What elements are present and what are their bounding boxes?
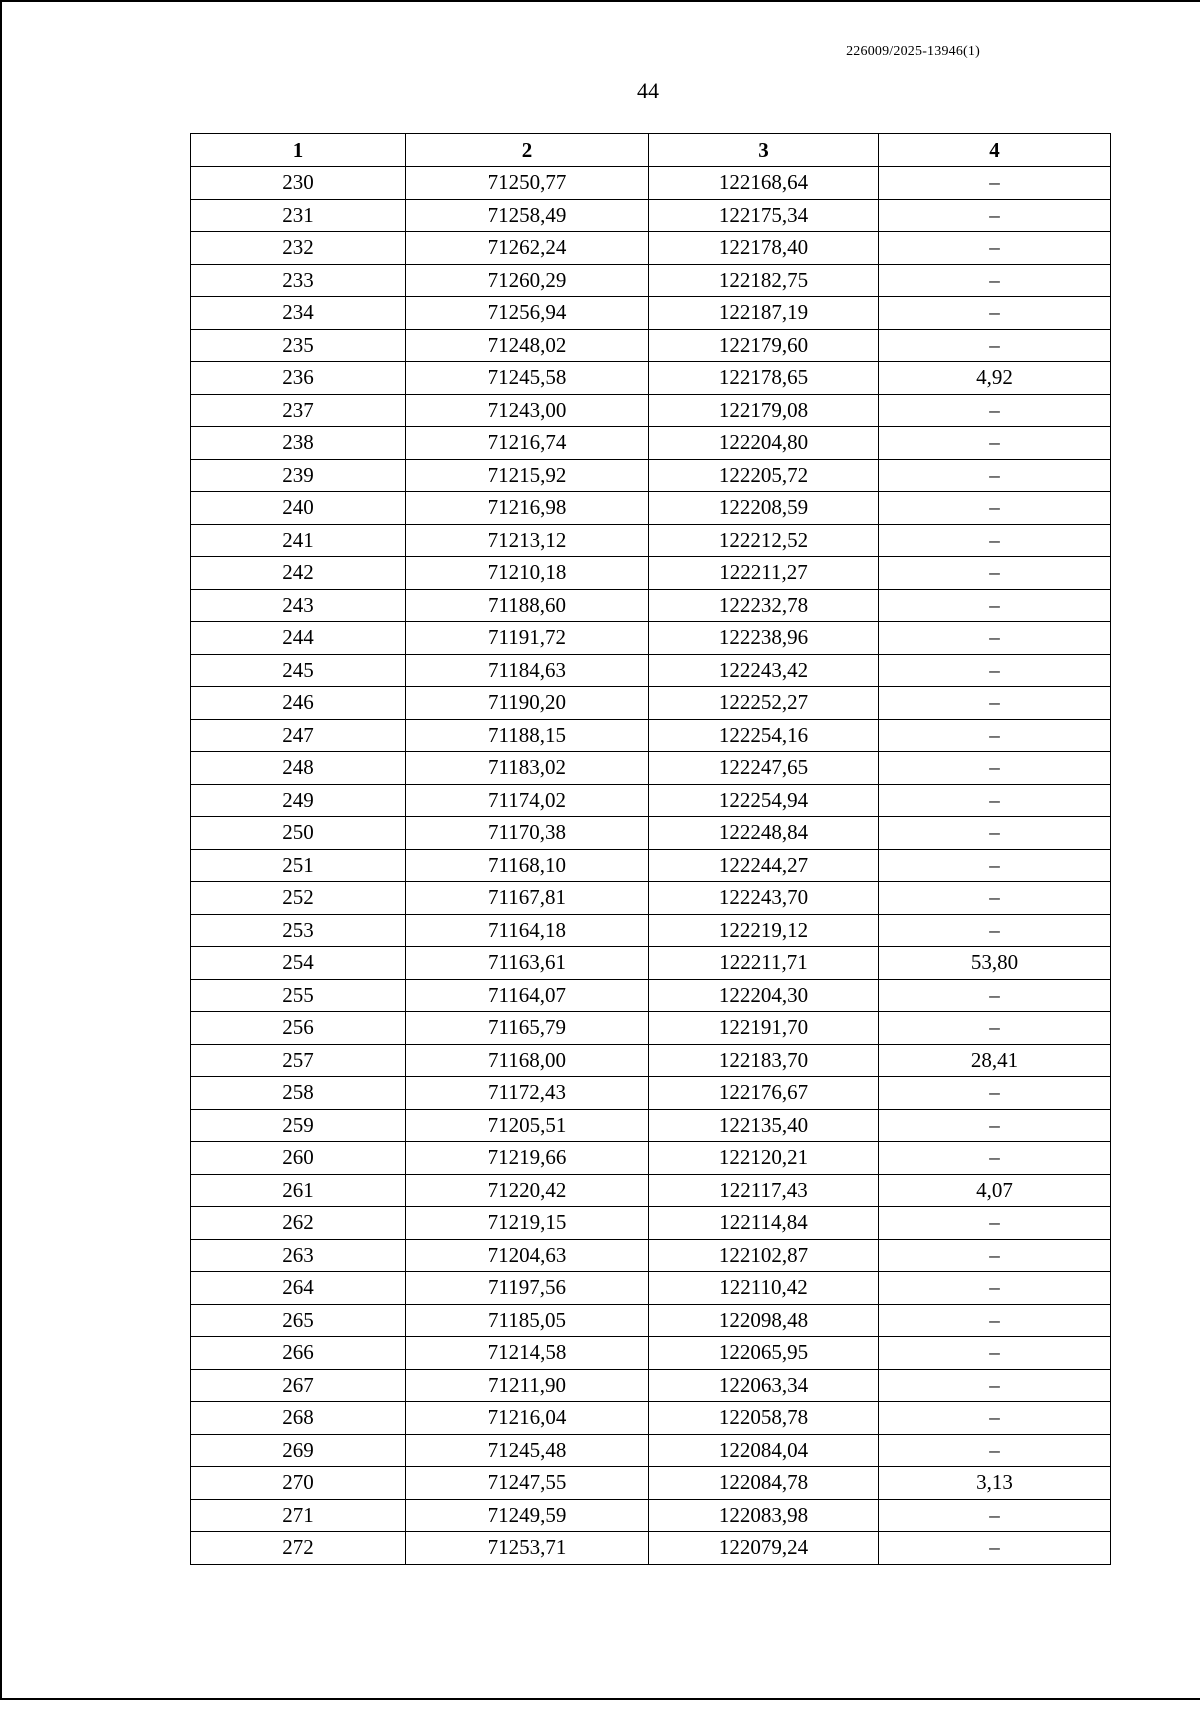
- table-cell-col-1: 257: [191, 1044, 406, 1077]
- table-cell-col-3: 122065,95: [649, 1337, 879, 1370]
- table-cell-col-2: 71190,20: [406, 687, 649, 720]
- table-cell-col-3: 122063,34: [649, 1369, 879, 1402]
- table-row: [191, 1402, 1111, 1435]
- table-cell-col-4: –: [879, 1369, 1111, 1402]
- table-cell-col-4: –: [879, 1207, 1111, 1240]
- table-row: [191, 524, 1111, 557]
- table-header-row: [191, 134, 1111, 167]
- table-cell-col-4: –: [879, 1272, 1111, 1305]
- table-cell-col-3: 122211,27: [649, 557, 879, 590]
- table-cell-col-1: 245: [191, 654, 406, 687]
- table-cell-col-3: 122084,78: [649, 1467, 879, 1500]
- table-row: [191, 719, 1111, 752]
- table-cell-col-4: 28,41: [879, 1044, 1111, 1077]
- table-cell-col-3: 122244,27: [649, 849, 879, 882]
- table-cell-col-4: –: [879, 1239, 1111, 1272]
- table-cell-col-4: –: [879, 882, 1111, 915]
- coordinates-table: [190, 133, 1111, 1565]
- table-row: [191, 1207, 1111, 1240]
- table-cell-col-1: 267: [191, 1369, 406, 1402]
- table-row: [191, 589, 1111, 622]
- table-row: [191, 1109, 1111, 1142]
- table-cell-col-4: –: [879, 1337, 1111, 1370]
- table-cell-col-4: –: [879, 427, 1111, 460]
- table-cell-col-1: 252: [191, 882, 406, 915]
- table-cell-col-1: 240: [191, 492, 406, 525]
- table-row: [191, 622, 1111, 655]
- table-cell-col-1: 272: [191, 1532, 406, 1565]
- table-cell-col-4: 53,80: [879, 947, 1111, 980]
- table-cell-col-3: 122204,30: [649, 979, 879, 1012]
- table-cell-col-1: 250: [191, 817, 406, 850]
- table-row: [191, 882, 1111, 915]
- table-row: [191, 1304, 1111, 1337]
- table-cell-col-4: –: [879, 1142, 1111, 1175]
- table-row: [191, 232, 1111, 265]
- table-row: [191, 1467, 1111, 1500]
- table-cell-col-2: 71249,59: [406, 1499, 649, 1532]
- table-cell-col-3: 122205,72: [649, 459, 879, 492]
- table-cell-col-2: 71197,56: [406, 1272, 649, 1305]
- table-cell-col-2: 71258,49: [406, 199, 649, 232]
- table-cell-col-3: 122254,94: [649, 784, 879, 817]
- table-cell-col-3: 122135,40: [649, 1109, 879, 1142]
- table-cell-col-4: –: [879, 622, 1111, 655]
- table-cell-col-2: 71204,63: [406, 1239, 649, 1272]
- table-cell-col-4: –: [879, 394, 1111, 427]
- table-cell-col-4: –: [879, 1109, 1111, 1142]
- table-cell-col-1: 268: [191, 1402, 406, 1435]
- table-cell-col-1: 244: [191, 622, 406, 655]
- table-cell-col-2: 71191,72: [406, 622, 649, 655]
- table-cell-col-2: 71245,48: [406, 1434, 649, 1467]
- table-row: [191, 459, 1111, 492]
- table-row: [191, 492, 1111, 525]
- table-cell-col-2: 71214,58: [406, 1337, 649, 1370]
- table-cell-col-2: 71188,15: [406, 719, 649, 752]
- table-cell-col-4: –: [879, 752, 1111, 785]
- table-row: [191, 199, 1111, 232]
- table-row: [191, 557, 1111, 590]
- table-cell-col-3: 122238,96: [649, 622, 879, 655]
- table-cell-col-3: 122248,84: [649, 817, 879, 850]
- table-cell-col-1: 251: [191, 849, 406, 882]
- table-row: [191, 752, 1111, 785]
- table-cell-col-2: 71168,10: [406, 849, 649, 882]
- table-cell-col-4: –: [879, 167, 1111, 200]
- table-cell-col-3: 122179,08: [649, 394, 879, 427]
- table-cell-col-2: 71247,55: [406, 1467, 649, 1500]
- table-cell-col-1: 269: [191, 1434, 406, 1467]
- table-row: [191, 1044, 1111, 1077]
- table-cell-col-3: 122204,80: [649, 427, 879, 460]
- table-cell-col-3: 122102,87: [649, 1239, 879, 1272]
- table-row: [191, 167, 1111, 200]
- table-cell-col-3: 122254,16: [649, 719, 879, 752]
- table-cell-col-2: 71167,81: [406, 882, 649, 915]
- table-cell-col-1: 230: [191, 167, 406, 200]
- table-cell-col-2: 71216,04: [406, 1402, 649, 1435]
- table-cell-col-4: –: [879, 297, 1111, 330]
- table-row: [191, 1272, 1111, 1305]
- table-cell-col-2: 71164,18: [406, 914, 649, 947]
- table-cell-col-4: –: [879, 589, 1111, 622]
- table-cell-col-2: 71215,92: [406, 459, 649, 492]
- table-cell-col-4: –: [879, 199, 1111, 232]
- table-cell-col-2: 71219,15: [406, 1207, 649, 1240]
- table-cell-col-2: 71256,94: [406, 297, 649, 330]
- table-row: [191, 1142, 1111, 1175]
- table-cell-col-2: 71164,07: [406, 979, 649, 1012]
- table-cell-col-1: 237: [191, 394, 406, 427]
- table-cell-col-3: 122191,70: [649, 1012, 879, 1045]
- table-cell-col-2: 71243,00: [406, 394, 649, 427]
- table-cell-col-2: 71216,74: [406, 427, 649, 460]
- table-cell-col-2: 71250,77: [406, 167, 649, 200]
- column-header-2: 2: [406, 134, 649, 167]
- table-cell-col-4: –: [879, 719, 1111, 752]
- table-cell-col-2: 71183,02: [406, 752, 649, 785]
- table-cell-col-2: 71184,63: [406, 654, 649, 687]
- table-cell-col-1: 236: [191, 362, 406, 395]
- table-cell-col-3: 122187,19: [649, 297, 879, 330]
- table-cell-col-3: 122178,40: [649, 232, 879, 265]
- table-cell-col-4: 3,13: [879, 1467, 1111, 1500]
- table-cell-col-4: –: [879, 524, 1111, 557]
- table-cell-col-1: 271: [191, 1499, 406, 1532]
- table-cell-col-2: 71253,71: [406, 1532, 649, 1565]
- table-cell-col-1: 249: [191, 784, 406, 817]
- table-cell-col-4: –: [879, 1304, 1111, 1337]
- table-row: [191, 1337, 1111, 1370]
- table-row: [191, 947, 1111, 980]
- table-cell-col-4: –: [879, 1012, 1111, 1045]
- table-cell-col-1: 238: [191, 427, 406, 460]
- table-cell-col-4: –: [879, 979, 1111, 1012]
- table-cell-col-1: 260: [191, 1142, 406, 1175]
- table-cell-col-3: 122083,98: [649, 1499, 879, 1532]
- table-cell-col-1: 247: [191, 719, 406, 752]
- table-cell-col-4: –: [879, 1434, 1111, 1467]
- table-row: [191, 1239, 1111, 1272]
- table-cell-col-3: 122179,60: [649, 329, 879, 362]
- table-cell-col-4: –: [879, 329, 1111, 362]
- table-cell-col-1: 234: [191, 297, 406, 330]
- table-cell-col-1: 235: [191, 329, 406, 362]
- table-cell-col-2: 71174,02: [406, 784, 649, 817]
- table-cell-col-3: 122211,71: [649, 947, 879, 980]
- table-cell-col-4: –: [879, 264, 1111, 297]
- table-cell-col-3: 122058,78: [649, 1402, 879, 1435]
- table-cell-col-2: 71260,29: [406, 264, 649, 297]
- table-cell-col-2: 71185,05: [406, 1304, 649, 1337]
- table-cell-col-3: 122114,84: [649, 1207, 879, 1240]
- table-cell-col-4: –: [879, 1532, 1111, 1565]
- table-cell-col-3: 122232,78: [649, 589, 879, 622]
- table-cell-col-3: 122183,70: [649, 1044, 879, 1077]
- table-cell-col-3: 122247,65: [649, 752, 879, 785]
- table-cell-col-2: 71216,98: [406, 492, 649, 525]
- table-cell-col-4: –: [879, 914, 1111, 947]
- table-row: [191, 264, 1111, 297]
- table-cell-col-2: 71220,42: [406, 1174, 649, 1207]
- table-cell-col-2: 71205,51: [406, 1109, 649, 1142]
- table-cell-col-2: 71248,02: [406, 329, 649, 362]
- table-row: [191, 1434, 1111, 1467]
- table-row: [191, 297, 1111, 330]
- table-cell-col-1: 241: [191, 524, 406, 557]
- table-cell-col-4: –: [879, 654, 1111, 687]
- table-cell-col-4: –: [879, 232, 1111, 265]
- table-cell-col-3: 122117,43: [649, 1174, 879, 1207]
- table-row: [191, 329, 1111, 362]
- table-row: [191, 817, 1111, 850]
- column-header-3: 3: [649, 134, 879, 167]
- table-cell-col-2: 71165,79: [406, 1012, 649, 1045]
- table-cell-col-1: 242: [191, 557, 406, 590]
- table-cell-col-3: 122178,65: [649, 362, 879, 395]
- table-cell-col-1: 262: [191, 1207, 406, 1240]
- table-row: [191, 654, 1111, 687]
- table-row: [191, 784, 1111, 817]
- table-cell-col-2: 71168,00: [406, 1044, 649, 1077]
- table-cell-col-3: 122079,24: [649, 1532, 879, 1565]
- table-cell-col-1: 266: [191, 1337, 406, 1370]
- table-cell-col-1: 261: [191, 1174, 406, 1207]
- page-border-bottom: [0, 1698, 1200, 1700]
- table-cell-col-3: 122176,67: [649, 1077, 879, 1110]
- table-row: [191, 1012, 1111, 1045]
- table-cell-col-1: 256: [191, 1012, 406, 1045]
- table-cell-col-4: –: [879, 492, 1111, 525]
- table-cell-col-1: 259: [191, 1109, 406, 1142]
- table-cell-col-1: 254: [191, 947, 406, 980]
- table-row: [191, 979, 1111, 1012]
- table-cell-col-2: 71172,43: [406, 1077, 649, 1110]
- table-cell-col-2: 71262,24: [406, 232, 649, 265]
- table-cell-col-3: 122168,64: [649, 167, 879, 200]
- table-cell-col-1: 270: [191, 1467, 406, 1500]
- table-cell-col-4: –: [879, 784, 1111, 817]
- table-cell-col-2: 71163,61: [406, 947, 649, 980]
- table-cell-col-3: 122243,70: [649, 882, 879, 915]
- table-cell-col-1: 248: [191, 752, 406, 785]
- table-cell-col-4: –: [879, 1499, 1111, 1532]
- table-row: [191, 362, 1111, 395]
- table-cell-col-3: 122252,27: [649, 687, 879, 720]
- table-cell-col-2: 71170,38: [406, 817, 649, 850]
- table-row: [191, 1499, 1111, 1532]
- table-cell-col-1: 231: [191, 199, 406, 232]
- table-cell-col-1: 246: [191, 687, 406, 720]
- page-border-left: [0, 0, 2, 1700]
- page-number: 44: [637, 78, 659, 103]
- table-cell-col-4: –: [879, 817, 1111, 850]
- table-cell-col-1: 232: [191, 232, 406, 265]
- table-cell-col-1: 253: [191, 914, 406, 947]
- table-cell-col-2: 71219,66: [406, 1142, 649, 1175]
- table-cell-col-4: –: [879, 557, 1111, 590]
- table-cell-col-1: 264: [191, 1272, 406, 1305]
- table-cell-col-1: 243: [191, 589, 406, 622]
- table-cell-col-4: –: [879, 1077, 1111, 1110]
- table-cell-col-3: 122110,42: [649, 1272, 879, 1305]
- table-cell-col-1: 265: [191, 1304, 406, 1337]
- column-header-1: 1: [191, 134, 406, 167]
- table-cell-col-1: 263: [191, 1239, 406, 1272]
- table-cell-col-4: 4,07: [879, 1174, 1111, 1207]
- table-body: [191, 167, 1111, 1565]
- table-cell-col-3: 122243,42: [649, 654, 879, 687]
- table-row: [191, 1174, 1111, 1207]
- table-cell-col-3: 122182,75: [649, 264, 879, 297]
- table-cell-col-2: 71211,90: [406, 1369, 649, 1402]
- table-cell-col-3: 122098,48: [649, 1304, 879, 1337]
- table-cell-col-4: –: [879, 1402, 1111, 1435]
- table-cell-col-2: 71245,58: [406, 362, 649, 395]
- table-cell-col-1: 258: [191, 1077, 406, 1110]
- table-cell-col-3: 122208,59: [649, 492, 879, 525]
- table-cell-col-4: –: [879, 687, 1111, 720]
- table-cell-col-2: 71188,60: [406, 589, 649, 622]
- table-row: [191, 849, 1111, 882]
- table-cell-col-2: 71210,18: [406, 557, 649, 590]
- table-row: [191, 1077, 1111, 1110]
- page-border-top: [0, 0, 1200, 2]
- table-cell-col-1: 233: [191, 264, 406, 297]
- table-cell-col-3: 122120,21: [649, 1142, 879, 1175]
- table-cell-col-4: 4,92: [879, 362, 1111, 395]
- table-row: [191, 914, 1111, 947]
- table-cell-col-4: –: [879, 849, 1111, 882]
- table-cell-col-3: 122212,52: [649, 524, 879, 557]
- table-cell-col-2: 71213,12: [406, 524, 649, 557]
- table-cell-col-3: 122175,34: [649, 199, 879, 232]
- table-cell-col-1: 255: [191, 979, 406, 1012]
- table-cell-col-3: 122219,12: [649, 914, 879, 947]
- table-cell-col-4: –: [879, 459, 1111, 492]
- table-row: [191, 427, 1111, 460]
- table-row: [191, 394, 1111, 427]
- table-row: [191, 1369, 1111, 1402]
- document-registration-number: 226009/2025-13946(1): [846, 44, 980, 59]
- column-header-4: 4: [879, 134, 1111, 167]
- table-cell-col-1: 239: [191, 459, 406, 492]
- table-cell-col-3: 122084,04: [649, 1434, 879, 1467]
- table-row: [191, 1532, 1111, 1565]
- table-row: [191, 687, 1111, 720]
